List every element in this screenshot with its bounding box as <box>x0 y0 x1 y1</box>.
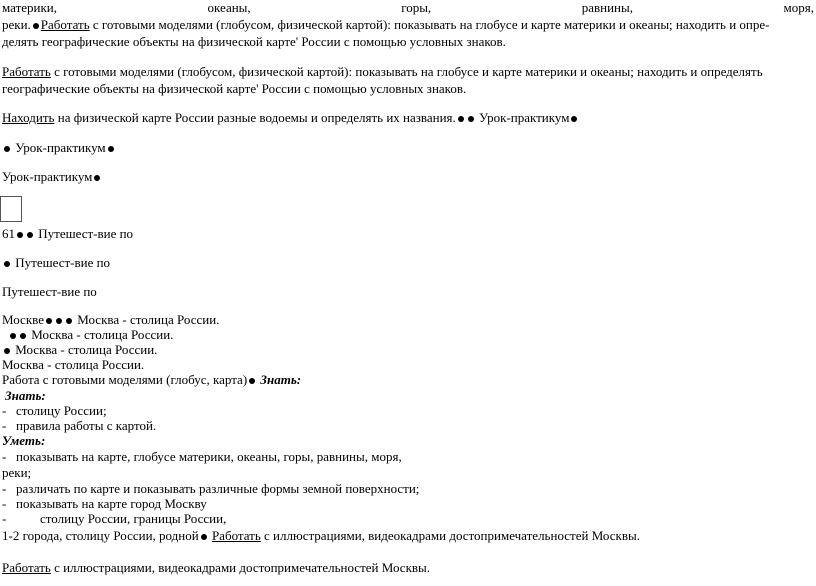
line-1 <box>2 0 814 15</box>
bullet-dot <box>571 116 577 122</box>
link-rabotat[interactable]: Работать <box>2 560 51 575</box>
link-nahodit[interactable]: Находить <box>2 110 55 125</box>
p3-line: Находить на физической карте России разные водоемы и определять их названия. Урок-практикум <box>2 110 579 125</box>
link-rabotat[interactable]: Работать <box>2 64 51 79</box>
word: океаны, <box>207 0 251 15</box>
bullet-dot <box>468 116 474 122</box>
umet-heading: Уметь: <box>2 433 46 448</box>
moscow-line-3: Москва - столица России. <box>2 342 157 357</box>
travel-line-3: Путешест-вие по <box>2 284 97 299</box>
umet-item: - различать по карте и показывать различные формы земной поверхности; <box>2 481 420 496</box>
bullet-dot <box>33 23 39 29</box>
znat-heading: Знать: <box>5 388 46 403</box>
word: горы, <box>401 0 432 15</box>
link-rabotat[interactable]: Работать <box>40 17 90 32</box>
p1-line2: делять географические объекты на физической карте' России с помощью условных знаков. <box>2 34 506 49</box>
moscow-line-2: Москва - столица России. <box>8 327 173 342</box>
word: равнины, <box>581 0 633 15</box>
bullet-dot <box>4 146 10 152</box>
bullet-dot <box>94 175 100 181</box>
bullet-dot <box>27 232 33 238</box>
bullet-dot <box>4 261 10 267</box>
bullet-dot <box>108 146 114 152</box>
p2-line1: Работать с готовыми моделями (глобусом, физической картой): показывать на глобусе и карте материки и океаны; находить и определять <box>2 64 763 79</box>
rabota-globe-line: Работа с готовыми моделями (глобус, карта) Знать: <box>2 372 302 387</box>
bullet-dot <box>10 333 16 339</box>
bullet-dot <box>20 333 26 339</box>
word: моря, <box>783 0 814 15</box>
bullet-dot <box>249 378 255 384</box>
travel-line-1: 61 Путешест-вие по <box>2 226 134 241</box>
moscow-line-1: Москве Москва - столица России. <box>2 312 220 327</box>
bullet-dot <box>46 318 52 324</box>
last-line: 1-2 города, столицу России, родной Работать с иллюстрациями, видеокадрами достопримечательностей Москвы. <box>2 528 640 543</box>
umet-item: - столицу России, границы России, <box>2 511 227 526</box>
empty-frame <box>0 196 22 222</box>
bullet-dot <box>17 232 23 238</box>
word: материки, <box>2 0 58 15</box>
umet-item: - показывать на карте город Москву <box>2 496 207 511</box>
travel-line-2: Путешест-вие по <box>2 255 110 270</box>
final-line: Работать с иллюстрациями, видеокадрами достопримечательностей Москвы. <box>2 560 431 575</box>
p2-line2: географические объекты на физической карте' России с помощью условных знаков. <box>2 81 467 96</box>
link-rabotat[interactable]: Работать <box>211 528 261 543</box>
urok-line-1: Урок-практикум <box>2 140 116 155</box>
moscow-line-4: Москва - столица России. <box>2 357 145 372</box>
bullet-dot <box>458 116 464 122</box>
urok-line-2: Урок-практикум <box>2 169 102 184</box>
p1-line1: реки. Работать с готовыми моделями (глобусом, физической картой): показывать на глобусе и карте материки и океаны; находить и опре- <box>2 17 770 32</box>
bullet-dot <box>201 534 207 540</box>
reki-line: реки; <box>2 465 32 480</box>
znat-item: - правила работы с картой. <box>2 418 157 433</box>
umet-item: - показывать на карте, глобусе материки, океаны, горы, равнины, моря, <box>2 449 402 464</box>
bullet-dot <box>56 318 62 324</box>
bullet-dot <box>66 318 72 324</box>
bullet-dot <box>4 348 10 354</box>
znat-item: - столицу России; <box>2 403 107 418</box>
